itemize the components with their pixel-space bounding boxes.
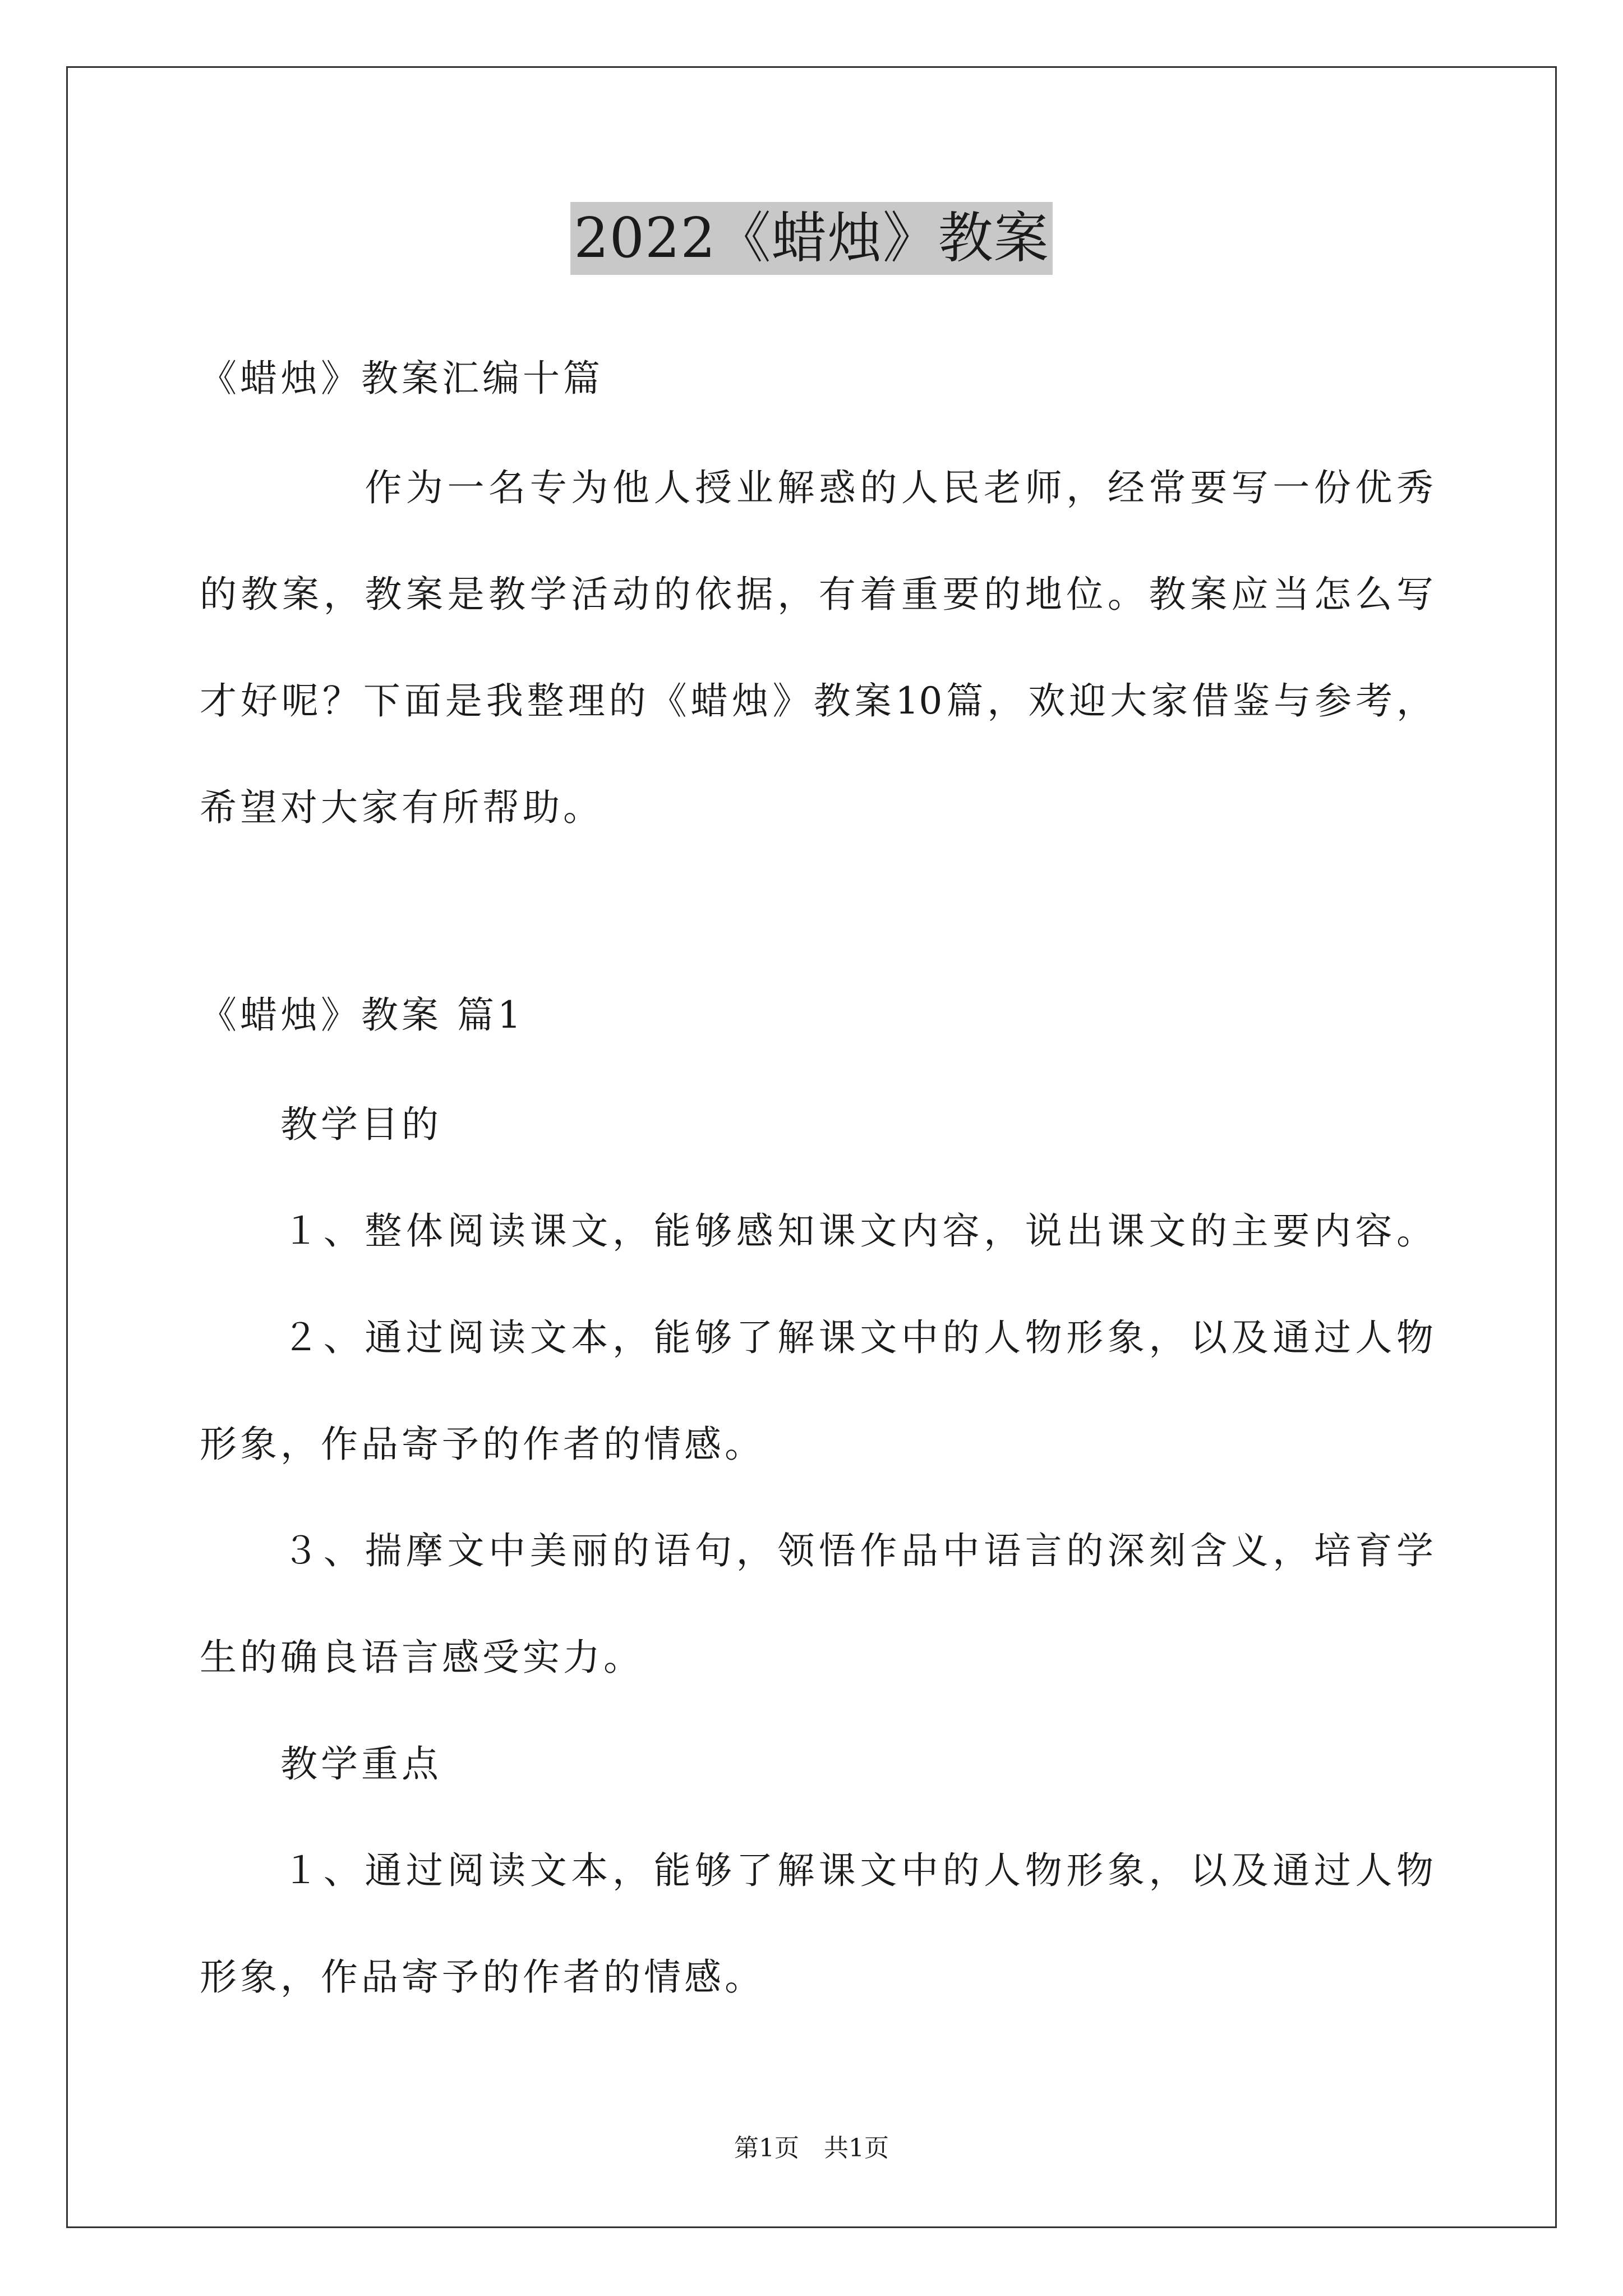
page-footer: 第1页 共1页 xyxy=(734,2134,889,2162)
objective-line-4: ３、揣摩文中美丽的语句，领悟作品中语言的深刻含义，培育学 xyxy=(200,1529,1433,1572)
intro-line-3: 才好呢？下面是我整理的《蜡烛》教案10篇，欢迎大家借鉴与参考， xyxy=(200,679,1433,723)
intro-line-1: 作为一名专为他人授业解惑的人民老师，经常要写一份优秀 xyxy=(200,466,1433,509)
document-title: 2022《蜡烛》教案 xyxy=(570,202,1052,275)
objective-line-2: ２、通过阅读文本，能够了解课文中的人物形象，以及通过人物 xyxy=(200,1316,1433,1359)
objective-line-1: １、整体阅读课文，能够感知课文内容，说出课文的主要内容。 xyxy=(200,1209,1433,1253)
objectives-heading: 教学目的 xyxy=(200,1103,442,1146)
intro-line-2: 的教案，教案是教学活动的依据，有着重要的地位。教案应当怎么写 xyxy=(200,573,1433,616)
intro-line-4: 希望对大家有所帮助。 xyxy=(200,786,603,829)
document-subtitle: 《蜡烛》教案汇编十篇 xyxy=(200,357,603,400)
focus-line-1: １、通过阅读文本，能够了解课文中的人物形象，以及通过人物 xyxy=(200,1849,1433,1892)
section-heading: 《蜡烛》教案 篇1 xyxy=(200,993,524,1037)
focus-line-2: 形象，作品寄予的作者的情感。 xyxy=(200,1955,765,1999)
document-title-wrap xyxy=(0,202,1623,280)
objective-line-5: 生的确良语言感受实力。 xyxy=(200,1636,644,1679)
objective-line-3: 形象，作品寄予的作者的情感。 xyxy=(200,1423,765,1466)
focus-heading: 教学重点 xyxy=(200,1742,442,1786)
